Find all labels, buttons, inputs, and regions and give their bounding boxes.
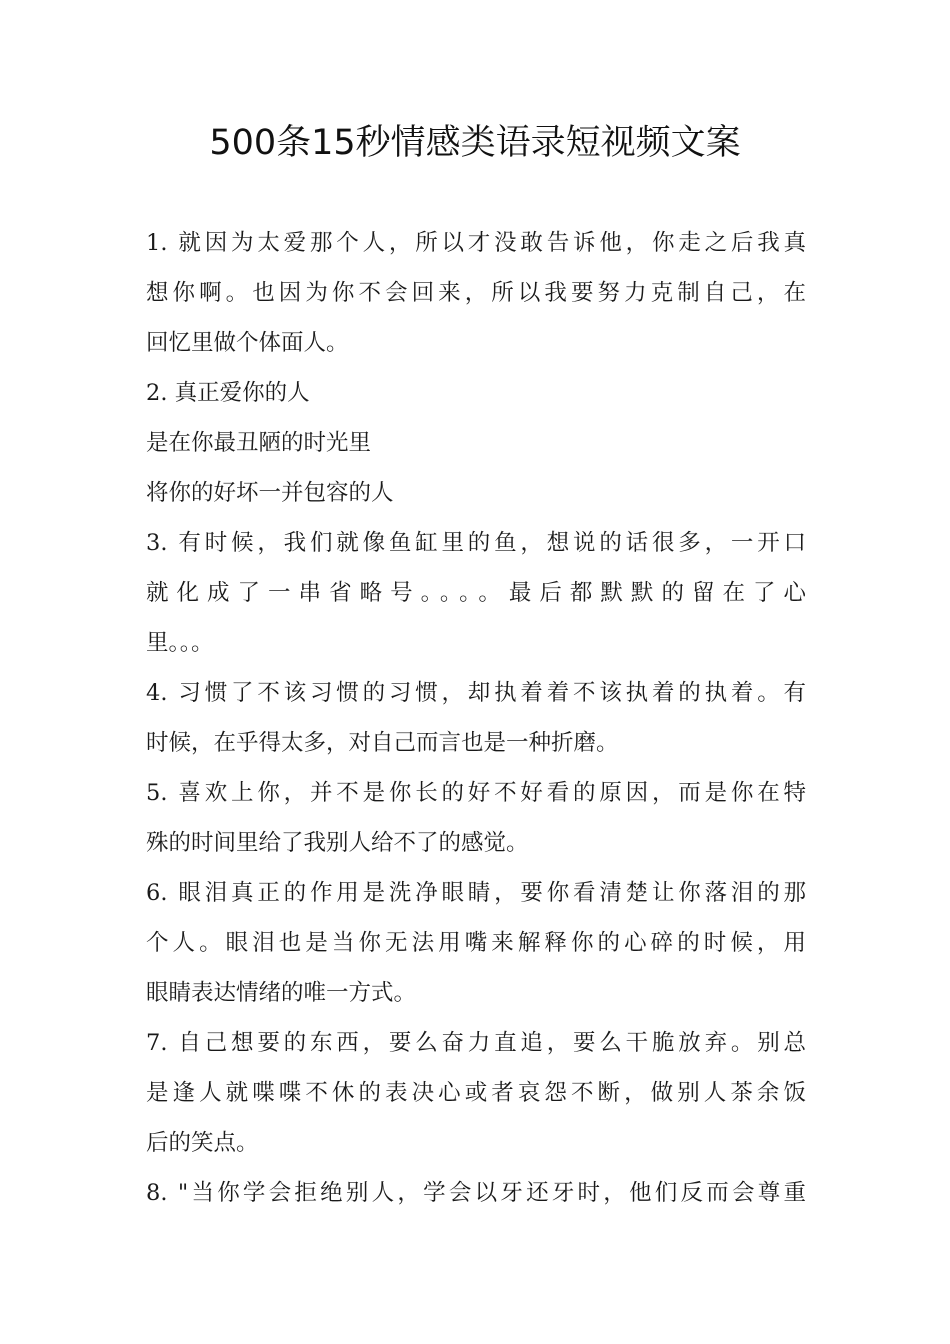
text-line: 3. 有时候，我们就像鱼缸里的鱼，想说的话很多，一开口 bbox=[146, 530, 806, 556]
text-line: 5. 喜欢上你，并不是你长的好不好看的原因，而是你在特 bbox=[146, 780, 806, 806]
text-line: 个人。眼泪也是当你无法用嘴来解释你的心碎的时候，用 bbox=[146, 930, 806, 956]
text-line: 7. 自己想要的东西，要么奋力直追，要么干脆放弃。别总 bbox=[146, 1030, 806, 1056]
text-line: 4. 习惯了不该习惯的习惯，却执着着不该执着的执着。有 bbox=[146, 680, 806, 706]
text-line: 时候，在乎得太多，对自己而言也是一种折磨。 bbox=[146, 730, 619, 756]
document-body bbox=[146, 218, 806, 1218]
text-line: 1. 就因为太爱那个人，所以才没敢告诉他，你走之后我真 bbox=[146, 230, 806, 256]
text-line: 是在你最丑陋的时光里 bbox=[146, 430, 372, 456]
text-line: 就化成了一串省略号。。。。最后都默默的留在了心 bbox=[146, 580, 806, 606]
text-line: 2. 真正爱你的人 bbox=[146, 380, 310, 406]
text-line: 想你啊。也因为你不会回来，所以我要努力克制自己，在 bbox=[146, 280, 806, 306]
page-title: 500条15秒情感类语录短视频文案 bbox=[209, 123, 741, 163]
text-line: 8. "当你学会拒绝别人，学会以牙还牙时，他们反而会尊重 bbox=[146, 1180, 806, 1206]
text-line: 殊的时间里给了我别人给不了的感觉。 bbox=[146, 830, 529, 856]
text-line: 后的笑点。 bbox=[146, 1130, 259, 1156]
text-line: 眼睛表达情绪的唯一方式。 bbox=[146, 980, 417, 1006]
text-line: 是逢人就喋喋不休的表决心或者哀怨不断，做别人茶余饭 bbox=[146, 1080, 806, 1106]
text-line: 6. 眼泪真正的作用是洗净眼睛，要你看清楚让你落泪的那 bbox=[146, 880, 806, 906]
text-line: 将你的好坏一并包容的人 bbox=[146, 480, 394, 506]
text-line: 里。。。 bbox=[146, 630, 214, 656]
text-line: 回忆里做个体面人。 bbox=[146, 330, 349, 356]
